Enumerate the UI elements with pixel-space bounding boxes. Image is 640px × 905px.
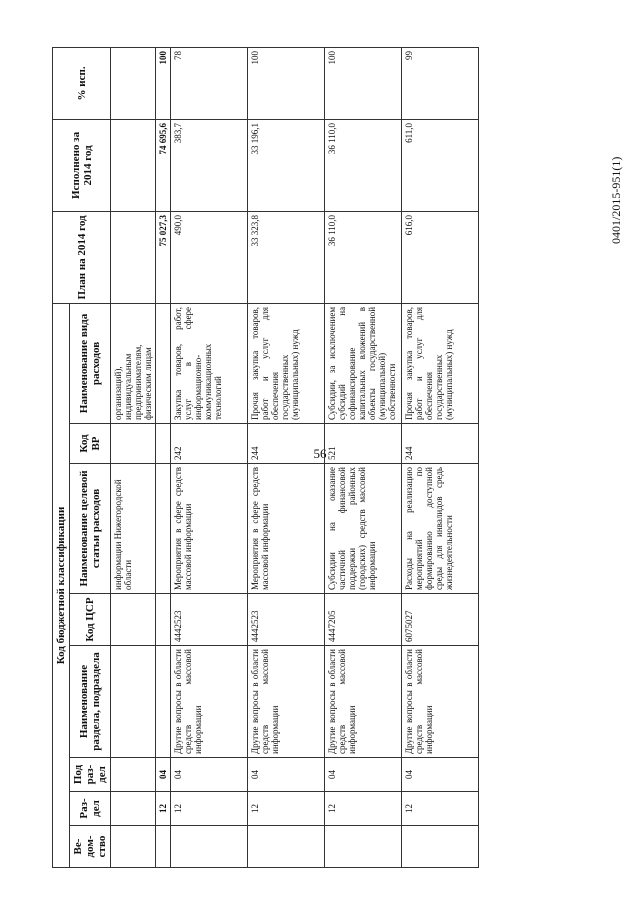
header-razdel: Раз-дел (70, 792, 111, 826)
cell-plan: 33 323,8 (248, 211, 325, 303)
header-razdel-name: Наименование раздела, подраздела (70, 646, 111, 758)
cell-fact: 611,0 (402, 119, 479, 211)
header-csr: Код ЦСР (70, 594, 111, 646)
cell-plan (111, 211, 156, 303)
page-number: 56 (313, 446, 327, 461)
cell-ved (171, 826, 248, 868)
cell-csr-name: Мероприятия в сфере средств массовой информации (171, 464, 248, 594)
cell-rz: 12 (402, 792, 479, 826)
cell-pct: 99 (402, 47, 479, 119)
cell-fact: 36 110,0 (325, 119, 402, 211)
cell-vr-name (156, 303, 171, 423)
table-row (402, 47, 479, 867)
budget-table (52, 47, 479, 868)
header-vr-name: Наименование вида расходов (70, 303, 111, 423)
cell-csr-name: Субсидии на оказание частичной финансовой поддержки районных (городских) средств массовой информации (325, 464, 402, 594)
cell-vr-name: Прочая закупка товаров, работ и услуг для обеспечения государственных (муниципальных) нужд (402, 303, 479, 423)
table-row-total (156, 47, 171, 867)
cell-pct: 100 (248, 47, 325, 119)
cell-csr (111, 594, 156, 646)
table-header-row-1 (53, 47, 70, 867)
rotated-table-container (52, 48, 612, 868)
cell-pr: 04 (325, 758, 402, 792)
cell-vr: 242 (171, 424, 248, 464)
cell-pct: 100 (156, 47, 171, 119)
cell-pct: 100 (325, 47, 402, 119)
cell-csr: 4447205 (325, 594, 402, 646)
cell-rz-name (156, 646, 171, 758)
group-header: Код бюджетной классификации (53, 303, 70, 867)
header-csr-name: Наименование целевой статьи расходов (70, 464, 111, 594)
cell-csr-name: информации Нижегородской области (111, 464, 156, 594)
header-vedomstvo: Ве-дом-ство (70, 826, 111, 868)
cell-vr: 244 (248, 424, 325, 464)
header-pct: % исп. (53, 47, 111, 119)
cell-rz-name: Другие вопросы в области средств массовой информации (402, 646, 479, 758)
header-fact: Исполнено за 2014 год (53, 119, 111, 211)
cell-pr: 04 (171, 758, 248, 792)
cell-rz-name: Другие вопросы в области средств массовой информации (248, 646, 325, 758)
cell-rz-name (111, 646, 156, 758)
cell-csr-name: Расходы на реализацию мероприятий по формированию доступной среды для инвалидов средь жизнедеятельности (402, 464, 479, 594)
cell-csr-name: Мероприятия в сфере средств массовой информации (248, 464, 325, 594)
cell-csr-name (156, 464, 171, 594)
cell-csr: 6075027 (402, 594, 479, 646)
cell-plan: 490,0 (171, 211, 248, 303)
cell-pr: 04 (248, 758, 325, 792)
cell-vr (156, 424, 171, 464)
header-vr: Код ВР (70, 424, 111, 464)
cell-pct: 78 (171, 47, 248, 119)
cell-ved (156, 826, 171, 868)
cell-fact: 74 695,6 (156, 119, 171, 211)
header-plan: План на 2014 год (53, 211, 111, 303)
cell-rz (111, 792, 156, 826)
table-row (248, 47, 325, 867)
cell-ved (325, 826, 402, 868)
cell-ved (248, 826, 325, 868)
cell-ved (111, 826, 156, 868)
cell-plan: 616,0 (402, 211, 479, 303)
cell-vr-name: Субсидии, за исключением субсидий на софинансирование капитальных вложений в объекты государственной (муниципальной) собственности (325, 303, 402, 423)
cell-csr (156, 594, 171, 646)
cell-plan: 36 110,0 (325, 211, 402, 303)
cell-fact: 383,7 (171, 119, 248, 211)
cell-rz: 12 (156, 792, 171, 826)
cell-vr-name: организаций), индивидуальным предпринимателям, физическим лицам (111, 303, 156, 423)
cell-csr: 4442523 (248, 594, 325, 646)
cell-rz-name: Другие вопросы в области средств массовой информации (171, 646, 248, 758)
cell-vr: 521 (325, 424, 402, 464)
cell-rz: 12 (248, 792, 325, 826)
table-row (171, 47, 248, 867)
cell-vr: 244 (402, 424, 479, 464)
cell-ved (402, 826, 479, 868)
cell-pct (111, 47, 156, 119)
cell-pr (111, 758, 156, 792)
cell-vr (111, 424, 156, 464)
cell-rz-name: Другие вопросы в области средств массовой информации (325, 646, 402, 758)
cell-rz: 12 (171, 792, 248, 826)
cell-fact (111, 119, 156, 211)
cell-pr: 04 (156, 758, 171, 792)
cell-rz: 12 (325, 792, 402, 826)
table-row (325, 47, 402, 867)
cell-vr-name: Прочая закупка товаров, работ и услуг для обеспечения государственных (муниципальных) нужд (248, 303, 325, 423)
cell-plan: 75 027,3 (156, 211, 171, 303)
document-code: 0401/2015-951(1) (609, 156, 623, 244)
header-podrazdel: Под раз-дел (70, 758, 111, 792)
cell-pr: 04 (402, 758, 479, 792)
cell-vr-name: Закупка товаров, работ, услуг в сфере информационно-коммуникационных технологий (171, 303, 248, 423)
cell-csr: 4442523 (171, 594, 248, 646)
cell-fact: 33 196,1 (248, 119, 325, 211)
table-row (111, 47, 156, 867)
